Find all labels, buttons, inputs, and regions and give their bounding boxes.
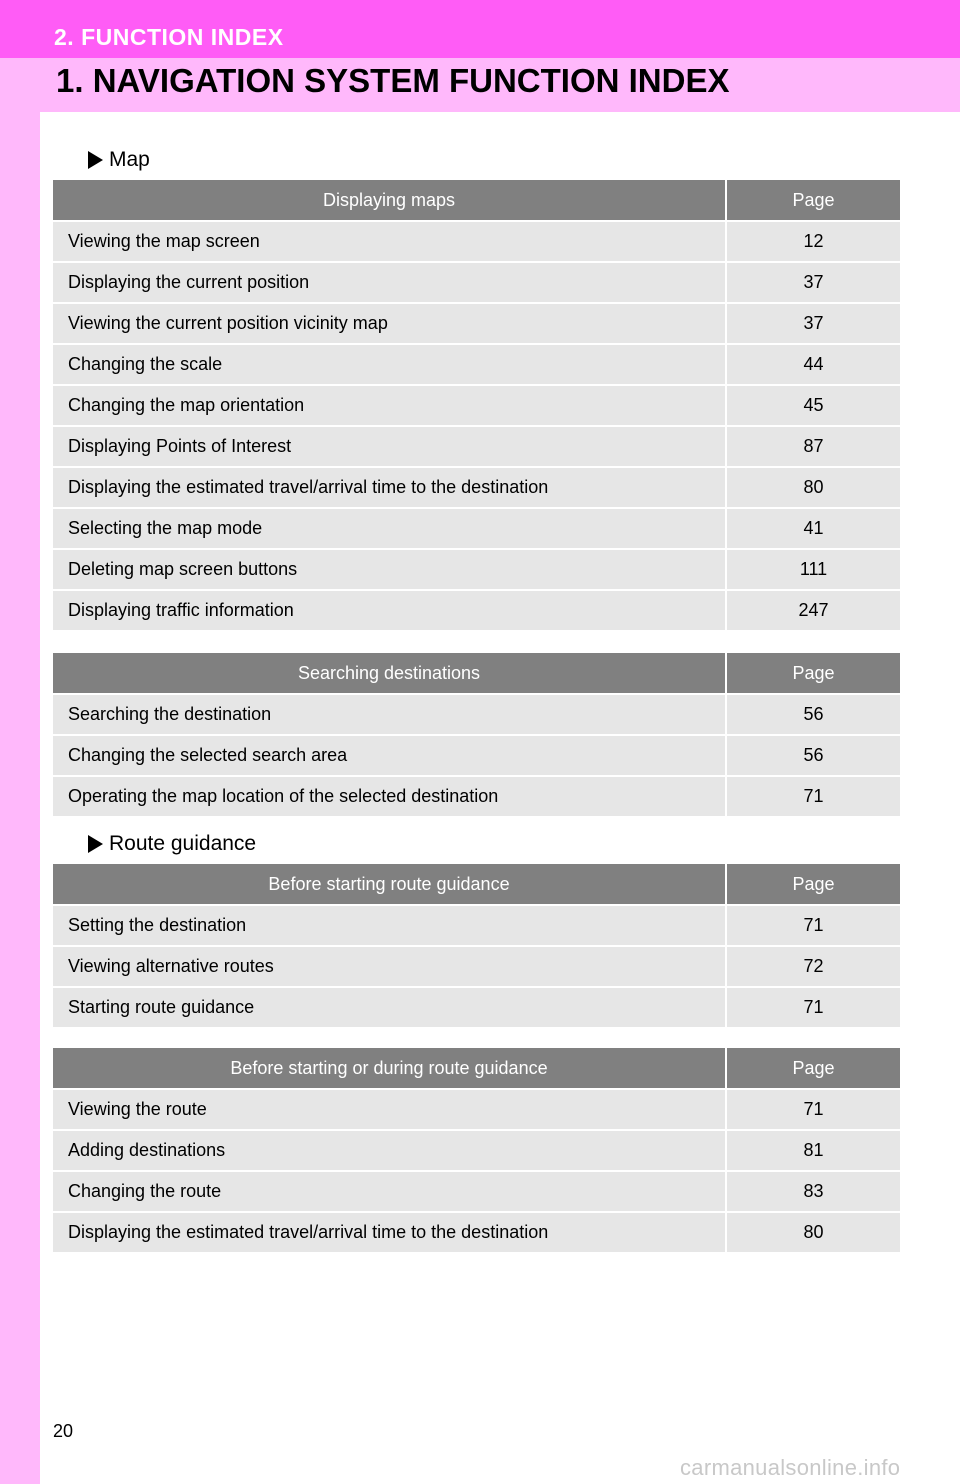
table-row bbox=[53, 426, 900, 467]
table-row bbox=[53, 694, 900, 735]
row-page: 71 bbox=[726, 1089, 900, 1130]
row-page: 81 bbox=[726, 1130, 900, 1171]
left-margin-strip bbox=[0, 112, 40, 1484]
row-page: 12 bbox=[726, 221, 900, 262]
table-row bbox=[53, 735, 900, 776]
row-description: Displaying the estimated travel/arrival time to the destination bbox=[53, 1212, 726, 1252]
table-row bbox=[53, 303, 900, 344]
row-description: Deleting map screen buttons bbox=[53, 549, 726, 590]
row-description: Viewing the route bbox=[53, 1089, 726, 1130]
column-header: Page bbox=[726, 864, 900, 905]
table-header-row bbox=[53, 1048, 900, 1089]
subheading-label: Route guidance bbox=[109, 832, 257, 855]
subheading-label: Map bbox=[109, 148, 150, 171]
row-page: 71 bbox=[726, 776, 900, 816]
row-page: 80 bbox=[726, 1212, 900, 1252]
row-page: 71 bbox=[726, 905, 900, 946]
row-page: 72 bbox=[726, 946, 900, 987]
table-row bbox=[53, 221, 900, 262]
page-title: 1. NAVIGATION SYSTEM FUNCTION INDEX bbox=[56, 62, 730, 99]
row-page: 45 bbox=[726, 385, 900, 426]
triangle-bullet-icon bbox=[88, 835, 103, 853]
row-description: Operating the map location of the selected destination bbox=[53, 776, 726, 816]
row-page: 41 bbox=[726, 508, 900, 549]
triangle-bullet-icon bbox=[88, 151, 103, 169]
table-row bbox=[53, 987, 900, 1027]
row-page: 56 bbox=[726, 735, 900, 776]
row-description: Displaying traffic information bbox=[53, 590, 726, 630]
table-row bbox=[53, 549, 900, 590]
column-header: Page bbox=[726, 653, 900, 694]
column-header: Searching destinations bbox=[53, 653, 726, 694]
row-description: Viewing the current position vicinity map bbox=[53, 303, 726, 344]
row-page: 87 bbox=[726, 426, 900, 467]
row-description: Displaying the estimated travel/arrival time to the destination bbox=[53, 467, 726, 508]
table-row bbox=[53, 946, 900, 987]
table-row bbox=[53, 344, 900, 385]
column-header: Before starting or during route guidance bbox=[53, 1048, 726, 1089]
row-page: 71 bbox=[726, 987, 900, 1027]
subheading-route-guidance bbox=[88, 832, 256, 856]
row-description: Changing the scale bbox=[53, 344, 726, 385]
column-header: Page bbox=[726, 1048, 900, 1089]
watermark: carmanualsonline.info bbox=[680, 1455, 901, 1480]
table-row bbox=[53, 776, 900, 816]
table-header-row bbox=[53, 180, 900, 221]
row-page: 83 bbox=[726, 1171, 900, 1212]
row-page: 44 bbox=[726, 344, 900, 385]
row-description: Adding destinations bbox=[53, 1130, 726, 1171]
row-description: Changing the map orientation bbox=[53, 385, 726, 426]
row-page: 37 bbox=[726, 303, 900, 344]
row-description: Viewing alternative routes bbox=[53, 946, 726, 987]
row-page: 56 bbox=[726, 694, 900, 735]
row-description: Displaying Points of Interest bbox=[53, 426, 726, 467]
row-description: Changing the route bbox=[53, 1171, 726, 1212]
table-row bbox=[53, 385, 900, 426]
table-row bbox=[53, 905, 900, 946]
subheading-map bbox=[88, 148, 150, 172]
column-header: Displaying maps bbox=[53, 180, 726, 221]
table-header-row bbox=[53, 653, 900, 694]
row-description: Starting route guidance bbox=[53, 987, 726, 1027]
section-label: 2. FUNCTION INDEX bbox=[54, 24, 284, 50]
row-page: 111 bbox=[726, 549, 900, 590]
page-number: 20 bbox=[53, 1421, 74, 1441]
table-displaying-maps bbox=[53, 180, 900, 630]
table-searching-destinations bbox=[53, 653, 900, 816]
table-during-route-guidance bbox=[53, 1048, 900, 1252]
row-description: Selecting the map mode bbox=[53, 508, 726, 549]
row-description: Viewing the map screen bbox=[53, 221, 726, 262]
table-row bbox=[53, 1130, 900, 1171]
table-header-row bbox=[53, 864, 900, 905]
table-row bbox=[53, 590, 900, 630]
row-description: Changing the selected search area bbox=[53, 735, 726, 776]
table-row bbox=[53, 467, 900, 508]
row-description: Setting the destination bbox=[53, 905, 726, 946]
column-header: Page bbox=[726, 180, 900, 221]
column-header: Before starting route guidance bbox=[53, 864, 726, 905]
table-row bbox=[53, 1171, 900, 1212]
row-description: Displaying the current position bbox=[53, 262, 726, 303]
row-page: 80 bbox=[726, 467, 900, 508]
table-row bbox=[53, 508, 900, 549]
table-row bbox=[53, 1212, 900, 1252]
table-row bbox=[53, 1089, 900, 1130]
row-page: 247 bbox=[726, 590, 900, 630]
row-description: Searching the destination bbox=[53, 694, 726, 735]
table-row bbox=[53, 262, 900, 303]
row-page: 37 bbox=[726, 262, 900, 303]
table-before-route-guidance bbox=[53, 864, 900, 1027]
